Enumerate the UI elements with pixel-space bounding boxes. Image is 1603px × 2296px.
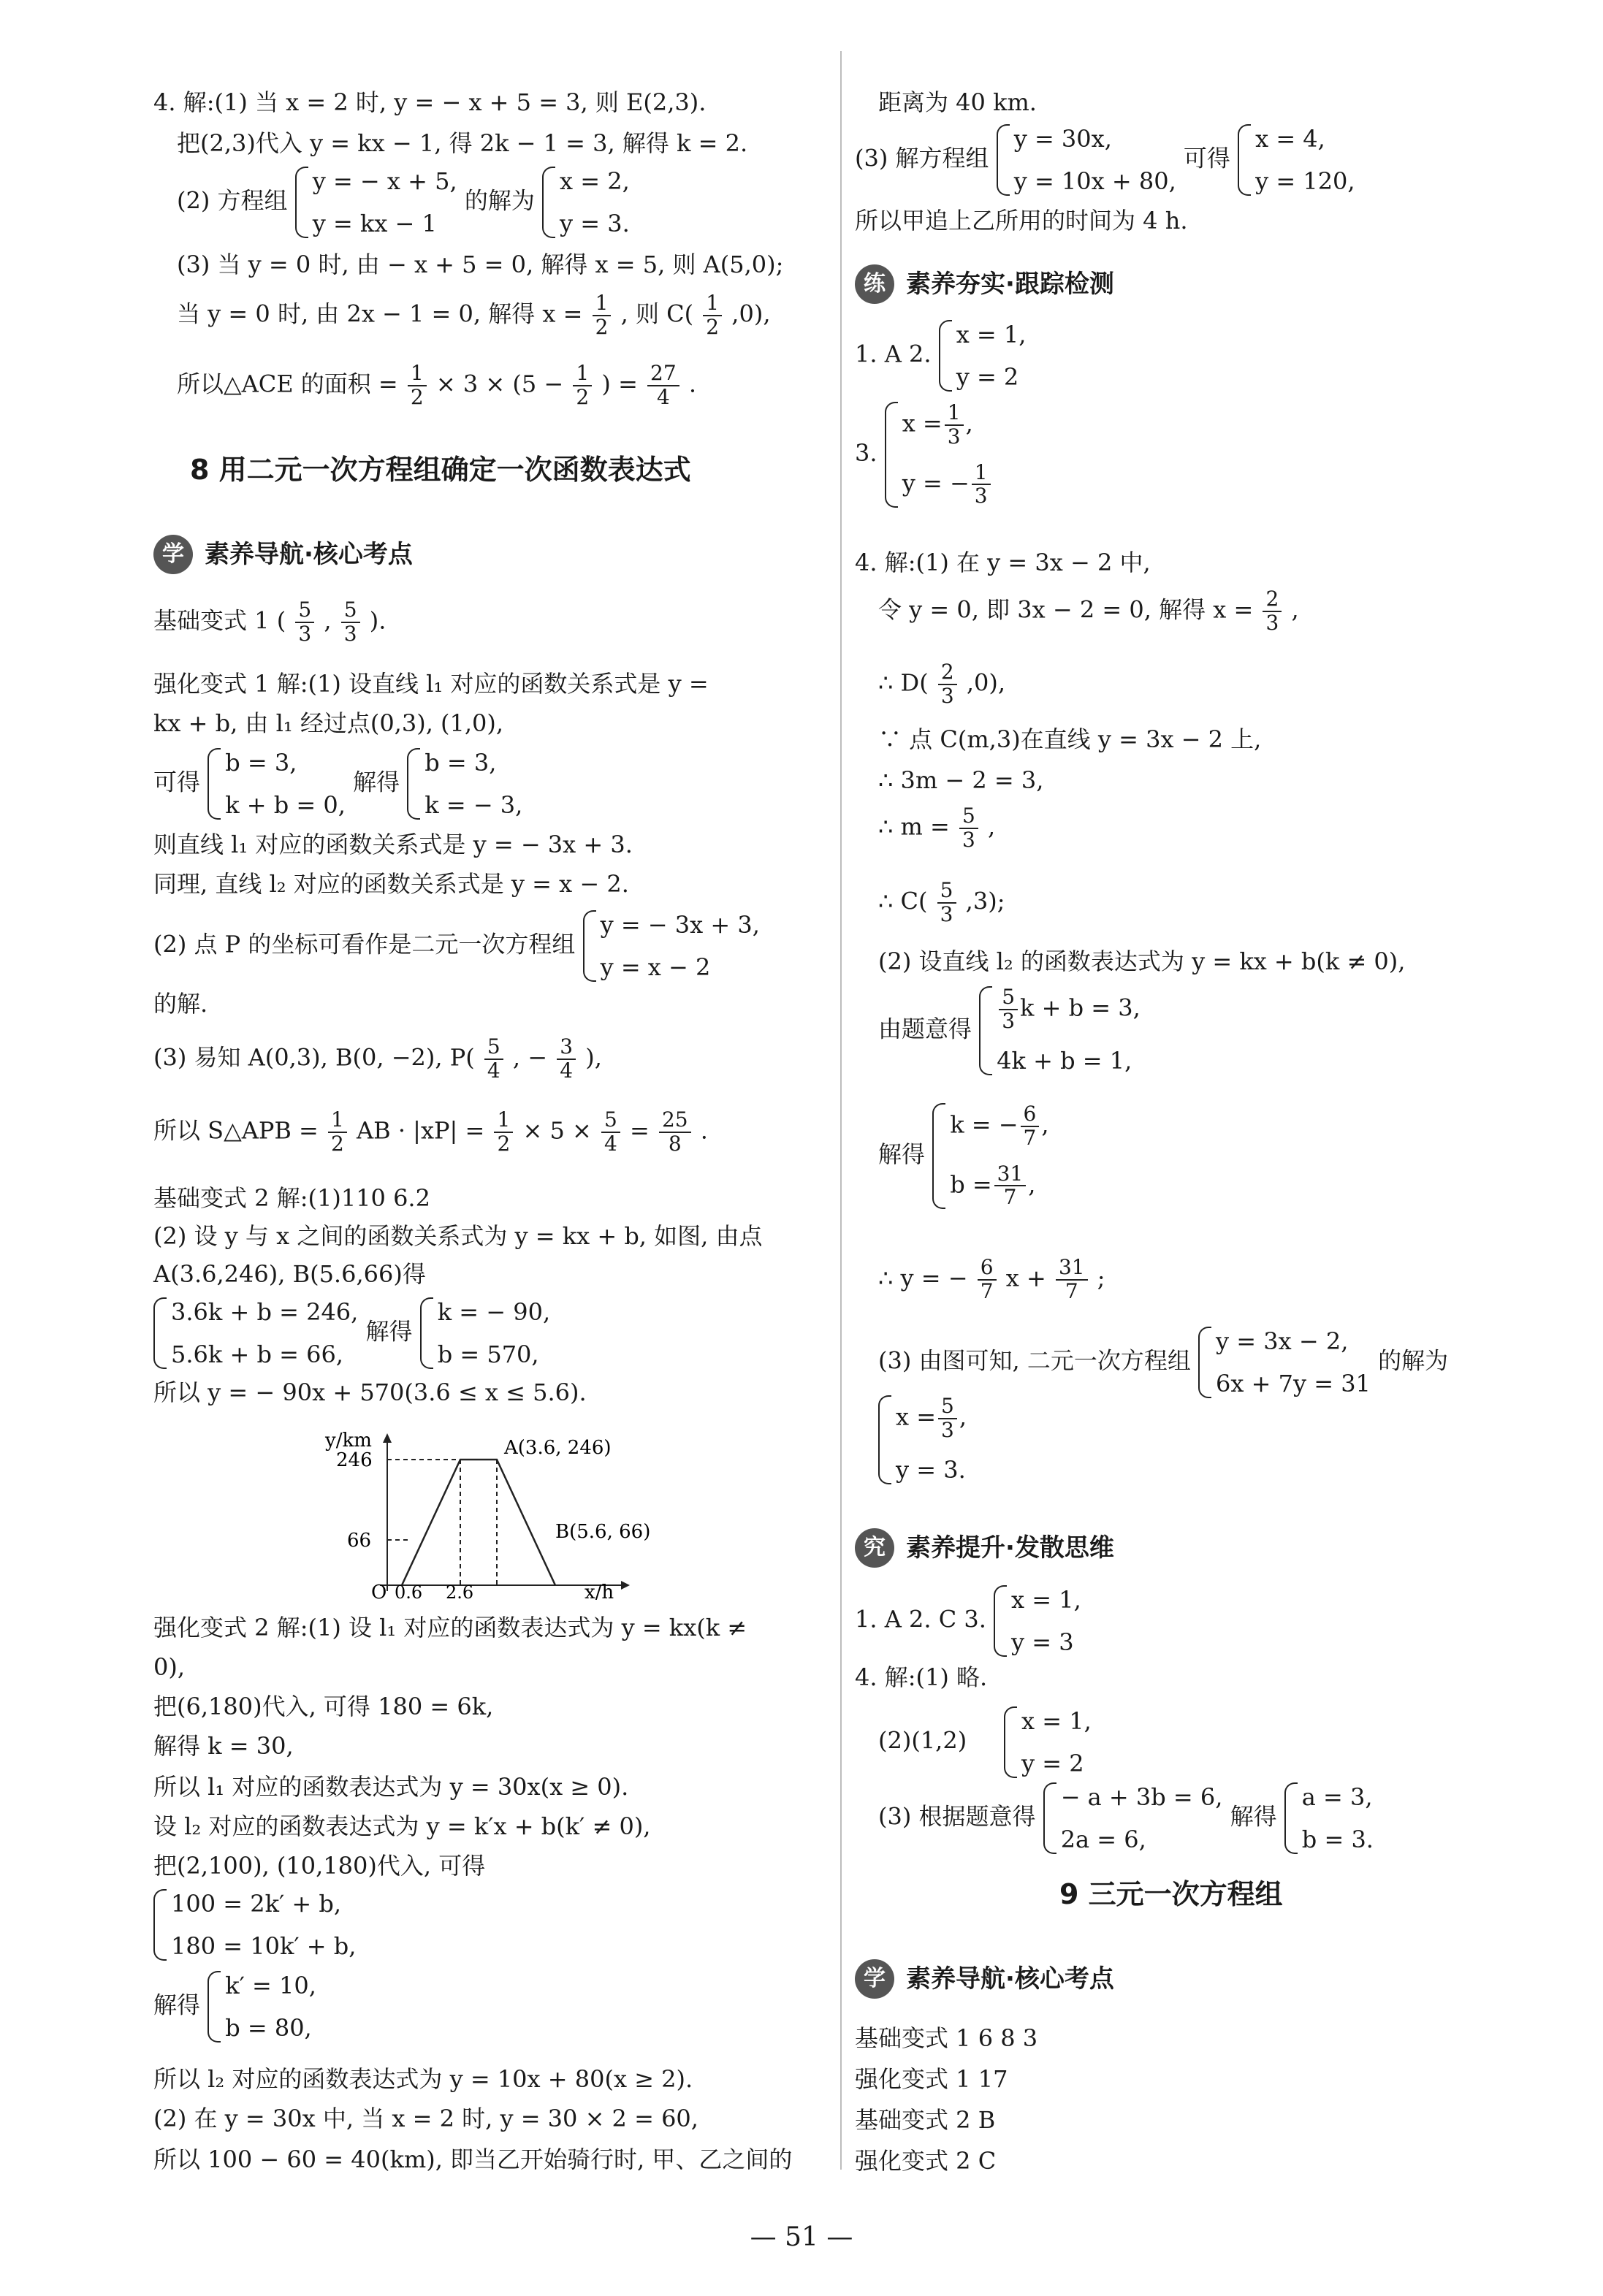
- text-line: [153, 362, 696, 409]
- text: ).: [369, 606, 387, 635]
- text: ;: [1097, 1264, 1105, 1292]
- equation-line: [153, 748, 522, 820]
- text-line: 所以 l₁ 对应的函数表达式为 y = 30x(x ≥ 0).: [153, 1773, 629, 1801]
- equation: a = 3,: [1301, 1783, 1373, 1811]
- text-line: 距离为 40 km.: [878, 88, 1037, 116]
- text: ) =: [601, 370, 638, 398]
- text: ,: [324, 606, 332, 635]
- equation: y = x − 2: [600, 953, 711, 981]
- equation: y = 3: [1011, 1628, 1074, 1656]
- fraction: $\frac{1}{2}$: [328, 1109, 347, 1156]
- y-axis-label: y/km: [325, 1430, 372, 1452]
- answer-line: 强化变式 1 17: [855, 2065, 1008, 2093]
- solution-system: [885, 402, 993, 508]
- equation: x = 1,: [956, 321, 1027, 348]
- equation: b = 3,: [225, 749, 297, 777]
- text-line: [153, 1036, 602, 1083]
- equation: y = 2: [956, 363, 1019, 391]
- equation: x = 1,: [1011, 1586, 1081, 1614]
- text-line: ∵ 点 C(m,3)在直线 y = 3x − 2 上,: [878, 725, 1262, 753]
- text-line: [855, 661, 1005, 708]
- text: 所以 S△APB =: [153, 1116, 319, 1145]
- text-line: ∴ 3m − 2 = 3,: [878, 766, 1044, 794]
- equation-system: [207, 748, 346, 820]
- section-header-text: 素养导航·核心考点: [205, 539, 413, 569]
- equation: 6x + 7y = 31: [1216, 1370, 1371, 1397]
- badge-icon: 究: [855, 1528, 894, 1568]
- equation-line: [855, 320, 1026, 392]
- text-line: 所以 100 − 60 = 40(km), 即当乙开始骑行时, 甲、乙之间的: [153, 2146, 793, 2173]
- text: × 5 ×: [522, 1116, 592, 1145]
- text: AB · |xP| =: [357, 1116, 485, 1145]
- equation-system: [1043, 1782, 1223, 1854]
- answer-line: 强化变式 2 C: [855, 2147, 997, 2175]
- solution-system: [407, 748, 522, 820]
- text: ∴ m =: [878, 812, 950, 841]
- text-line: 解得 k = 30,: [153, 1732, 294, 1760]
- text: ,3);: [965, 887, 1005, 915]
- tick-label: 246: [336, 1449, 373, 1471]
- text: × 3 × (5 −: [435, 370, 564, 398]
- text-line: (2) 在 y = 30x 中, 当 x = 2 时, y = 30 × 2 = 60,: [153, 2105, 698, 2132]
- equation-line: [855, 124, 1355, 196]
- text: 所以△ACE 的面积 =: [177, 370, 398, 398]
- point-label: B(5.6, 66): [555, 1521, 651, 1543]
- fraction: $\frac{5}{4}$: [601, 1109, 620, 1156]
- text: 1. A 2. C 3.: [855, 1605, 986, 1633]
- text: (2)(1,2): [878, 1726, 967, 1755]
- text: (3) 易知 A(0,3), B(0, −2), P(: [153, 1043, 475, 1072]
- fraction: $\frac{5}{3}$: [959, 805, 978, 852]
- section-header: [855, 1527, 1114, 1569]
- text: 可得: [1183, 144, 1230, 172]
- equation-line: [855, 1585, 1081, 1657]
- text-line: 把(2,100), (10,180)代入, 可得: [153, 1852, 486, 1880]
- text: .: [688, 370, 697, 398]
- text: (: [276, 606, 286, 635]
- equation: y = − $\frac{1}{3}$: [902, 462, 993, 508]
- badge-icon: 练: [855, 264, 894, 304]
- text-line: 则直线 l₁ 对应的函数关系式是 y = − 3x + 3.: [153, 831, 633, 858]
- text: x +: [1005, 1264, 1046, 1292]
- equation-system: [153, 1297, 358, 1369]
- equation: 4k + b = 1,: [997, 1046, 1132, 1075]
- x-axis-arrow: [621, 1581, 630, 1590]
- badge-icon: 学: [153, 535, 193, 574]
- section-header: [855, 263, 1114, 305]
- equation: 180 = 10k′ + b,: [171, 1932, 357, 1960]
- text-line: [153, 292, 770, 339]
- equation: x = $\frac{1}{3}$ ,: [902, 400, 973, 449]
- solution-system: [420, 1297, 550, 1369]
- fraction: $\frac{1}{2}$: [494, 1109, 513, 1156]
- text-line: (2) 设直线 l₂ 的函数表达式为 y = kx + b(k ≠ 0),: [878, 947, 1406, 975]
- text: 基础变式 1: [153, 606, 270, 635]
- fraction: $\frac{3}{4}$: [557, 1036, 576, 1083]
- text: =: [629, 1116, 650, 1145]
- x-axis-label: x/h: [585, 1582, 614, 1600]
- equation: y = 10x + 80,: [1013, 167, 1176, 195]
- section-header: [855, 1958, 1114, 2000]
- text-line: [153, 599, 386, 646]
- equation-line: [153, 910, 760, 982]
- distance-time-graph: [161, 1424, 672, 1600]
- column-divider: [840, 51, 842, 2170]
- equation: b = 80,: [225, 2014, 312, 2042]
- point-label: A(3.6, 246): [504, 1437, 612, 1459]
- text: ∴ C(: [878, 887, 928, 915]
- equation-line: [153, 1889, 356, 1961]
- fraction: $\frac{1}{2}$: [703, 292, 722, 339]
- text-line: 把(2,3)代入 y = kx − 1, 得 2k − 1 = 3, 解得 k = 2.: [177, 129, 748, 157]
- text-line: 把(6,180)代入, 可得 180 = 6k,: [153, 1693, 494, 1720]
- fraction: $\frac{5}{3}$: [341, 599, 360, 646]
- text-line: 所以 y = − 90x + 570(3.6 ≤ x ≤ 5.6).: [153, 1378, 587, 1406]
- y-axis-arrow: [383, 1433, 392, 1443]
- answer-line: 基础变式 1 6 8 3: [855, 2024, 1038, 2052]
- solution-system: [878, 1395, 967, 1484]
- text-line: 所以 l₂ 对应的函数表达式为 y = 10x + 80(x ≥ 2).: [153, 2065, 693, 2093]
- fraction: $\frac{6}{7}$: [978, 1256, 997, 1303]
- solution-system: [939, 320, 1027, 392]
- solution-system: [542, 167, 630, 238]
- fraction: $\frac{5}{3}$: [295, 599, 314, 646]
- text-line: (3) 当 y = 0 时, 由 − x + 5 = 0, 解得 x = 5, 则 A(5,0);: [177, 251, 784, 278]
- text-line: 强化变式 1 解:(1) 设直线 l₁ 对应的函数关系式是 y =: [153, 670, 709, 698]
- equation: k′ = 10,: [225, 1972, 316, 1999]
- fraction: $\frac{2}{3}$: [938, 661, 957, 708]
- text-line: 所以甲追上乙所用的时间为 4 h.: [855, 207, 1188, 234]
- fraction: $\frac{31}{7}$: [1056, 1256, 1088, 1303]
- equation: k + b = 0,: [225, 791, 346, 819]
- equation: y = kx − 1: [312, 210, 437, 237]
- equation-line: [153, 167, 630, 238]
- equation-line: [855, 1327, 1448, 1398]
- equation: k = − $\frac{6}{7}$ ,: [950, 1102, 1049, 1150]
- solution-system: [1004, 1706, 1092, 1778]
- text-line: [855, 880, 1005, 926]
- text-line: 4. 解:(1) 略.: [855, 1663, 988, 1691]
- equation: y = 2: [1021, 1750, 1084, 1777]
- fraction: $\frac{5}{4}$: [484, 1036, 503, 1083]
- text: (3) 根据题意得: [878, 1802, 1036, 1831]
- text: ,0),: [731, 300, 771, 328]
- text: (2) 点 P 的坐标可看作是二元一次方程组: [153, 930, 576, 958]
- equation-system: [979, 986, 1141, 1075]
- fraction: $\frac{1}{2}$: [573, 362, 592, 409]
- equation-line: [855, 1103, 1049, 1209]
- fraction: $\frac{27}{4}$: [647, 362, 679, 409]
- equation: y = 30x,: [1013, 125, 1112, 153]
- section-header-text: 素养夯实·跟踪检测: [906, 269, 1114, 299]
- equation: x = 1,: [1021, 1707, 1092, 1735]
- text: , −: [512, 1043, 548, 1072]
- section-header: [153, 533, 413, 576]
- text-line: A(3.6,246), B(5.6,66)得: [153, 1260, 426, 1288]
- solution-system: [207, 1971, 316, 2043]
- equation-line: [153, 1297, 550, 1369]
- answer-line: 基础变式 2 B: [855, 2106, 996, 2134]
- equation: y = − 3x + 3,: [600, 911, 760, 939]
- text: 可得: [153, 768, 201, 796]
- section-title: 8 用二元一次方程组确定一次函数表达式: [190, 454, 691, 486]
- badge-icon: 学: [855, 1959, 894, 1999]
- text: (3) 由图可知, 二元一次方程组: [878, 1346, 1191, 1375]
- equation: x = 4,: [1255, 125, 1325, 153]
- equation-system: [1198, 1327, 1371, 1398]
- text-line: 4. 解:(1) 在 y = 3x − 2 中,: [855, 549, 1151, 576]
- equation: y = 3x − 2,: [1216, 1327, 1349, 1355]
- origin-label: O: [371, 1582, 387, 1600]
- text: 解得: [878, 1140, 926, 1169]
- fraction: $\frac{5}{3}$: [937, 880, 956, 926]
- text: 解得: [153, 1991, 201, 2019]
- text: ),: [585, 1043, 602, 1072]
- text-line: 设 l₂ 对应的函数表达式为 y = k′x + b(k′ ≠ 0),: [153, 1812, 651, 1840]
- text: 的解为: [464, 186, 535, 215]
- equation: − a + 3b = 6,: [1060, 1783, 1223, 1811]
- text: (3) 解方程组: [855, 144, 989, 172]
- solution-system: [1238, 124, 1355, 196]
- text-line: kx + b, 由 l₁ 经过点(0,3), (1,0),: [153, 709, 504, 737]
- equation: k = − 90,: [437, 1298, 551, 1326]
- text-line: (2) 设 y 与 x 之间的函数关系式为 y = kx + b, 如图, 由点: [153, 1222, 763, 1250]
- text: 1. A 2.: [855, 340, 932, 368]
- text: 解得: [353, 768, 400, 796]
- equation-line: [153, 1971, 316, 2043]
- equation: 5.6k + b = 66,: [171, 1340, 343, 1368]
- fraction: $\frac{1}{2}$: [408, 362, 427, 409]
- tick-label: 0.6: [395, 1582, 423, 1600]
- text: ∴ D(: [878, 668, 929, 697]
- text-line: [855, 805, 995, 852]
- equation: y = 3.: [560, 210, 630, 237]
- equation-line: [855, 402, 993, 508]
- text-line: 的解.: [153, 990, 208, 1018]
- text: 由题意得: [878, 1015, 972, 1043]
- equation-line: [855, 1706, 1092, 1778]
- text-line: 基础变式 2 解:(1)110 6.2: [153, 1184, 430, 1212]
- equation-line: [855, 1782, 1374, 1854]
- equation-system: [153, 1889, 356, 1961]
- equation: 100 = 2k′ + b,: [171, 1890, 342, 1918]
- equation: 3.6k + b = 246,: [171, 1298, 359, 1326]
- equation-system: [583, 910, 760, 982]
- page-number: — 51 —: [750, 2222, 853, 2252]
- text: 解得: [365, 1317, 413, 1346]
- text-line: 4. 解:(1) 当 x = 2 时, y = − x + 5 = 3, 则 E(2,3).: [153, 88, 707, 116]
- equation: b = $\frac{31}{7}$ ,: [950, 1161, 1036, 1210]
- equation-system: [295, 167, 457, 238]
- solution-system: [1284, 1782, 1374, 1854]
- graph-line: [402, 1460, 555, 1585]
- equation: b = 3,: [424, 749, 497, 777]
- text: ,: [1291, 595, 1299, 624]
- text-line: 同理, 直线 l₂ 对应的函数关系式是 y = x − 2.: [153, 870, 629, 898]
- text: ,: [988, 812, 996, 841]
- equation: x = 2,: [560, 167, 630, 195]
- text: ∴ y = −: [878, 1264, 968, 1292]
- equation: x = $\frac{5}{3}$ ,: [896, 1394, 967, 1442]
- text: , 则 C(: [620, 300, 694, 328]
- fraction: $\frac{2}{3}$: [1263, 588, 1282, 635]
- section-title: 9 三元一次方程组: [1059, 1878, 1283, 1910]
- equation: y = 120,: [1255, 167, 1355, 195]
- text: 当 y = 0 时, 由 2x − 1 = 0, 解得 x =: [177, 300, 583, 328]
- equation: y = 3.: [896, 1455, 966, 1484]
- equation: 2a = 6,: [1060, 1826, 1146, 1853]
- equation: $\frac{5}{3}$ k + b = 3,: [997, 986, 1141, 1033]
- equation-system: [997, 124, 1176, 196]
- tick-label: 66: [347, 1530, 372, 1552]
- tick-label: 2.6: [446, 1582, 474, 1600]
- text: (2) 方程组: [177, 186, 288, 215]
- equation: k = − 3,: [424, 791, 523, 819]
- text: 3.: [855, 439, 877, 468]
- text: 解得: [1230, 1802, 1277, 1831]
- equation-line: [855, 1395, 967, 1484]
- text: 令 y = 0, 即 3x − 2 = 0, 解得 x =: [878, 595, 1254, 624]
- text: .: [700, 1116, 708, 1145]
- text-line: [855, 588, 1299, 635]
- text: 的解为: [1378, 1346, 1449, 1375]
- text-line: 强化变式 2 解:(1) 设 l₁ 对应的函数表达式为 y = kx(k ≠: [153, 1614, 747, 1641]
- text: ,0),: [966, 668, 1006, 697]
- text-line: 0),: [153, 1653, 186, 1681]
- section-header-text: 素养提升·发散思维: [906, 1533, 1114, 1563]
- text-line: [153, 1109, 708, 1156]
- equation: b = 570,: [437, 1340, 539, 1368]
- fraction: $\frac{25}{8}$: [659, 1109, 691, 1156]
- equation: y = − x + 5,: [312, 167, 457, 195]
- fraction: $\frac{1}{2}$: [593, 292, 612, 339]
- text-line: [855, 1256, 1105, 1303]
- equation: b = 3.: [1301, 1826, 1374, 1853]
- section-header-text: 素养导航·核心考点: [906, 1964, 1114, 1994]
- solution-system: [994, 1585, 1081, 1657]
- equation-line: [855, 986, 1141, 1075]
- solution-system: [932, 1103, 1048, 1209]
